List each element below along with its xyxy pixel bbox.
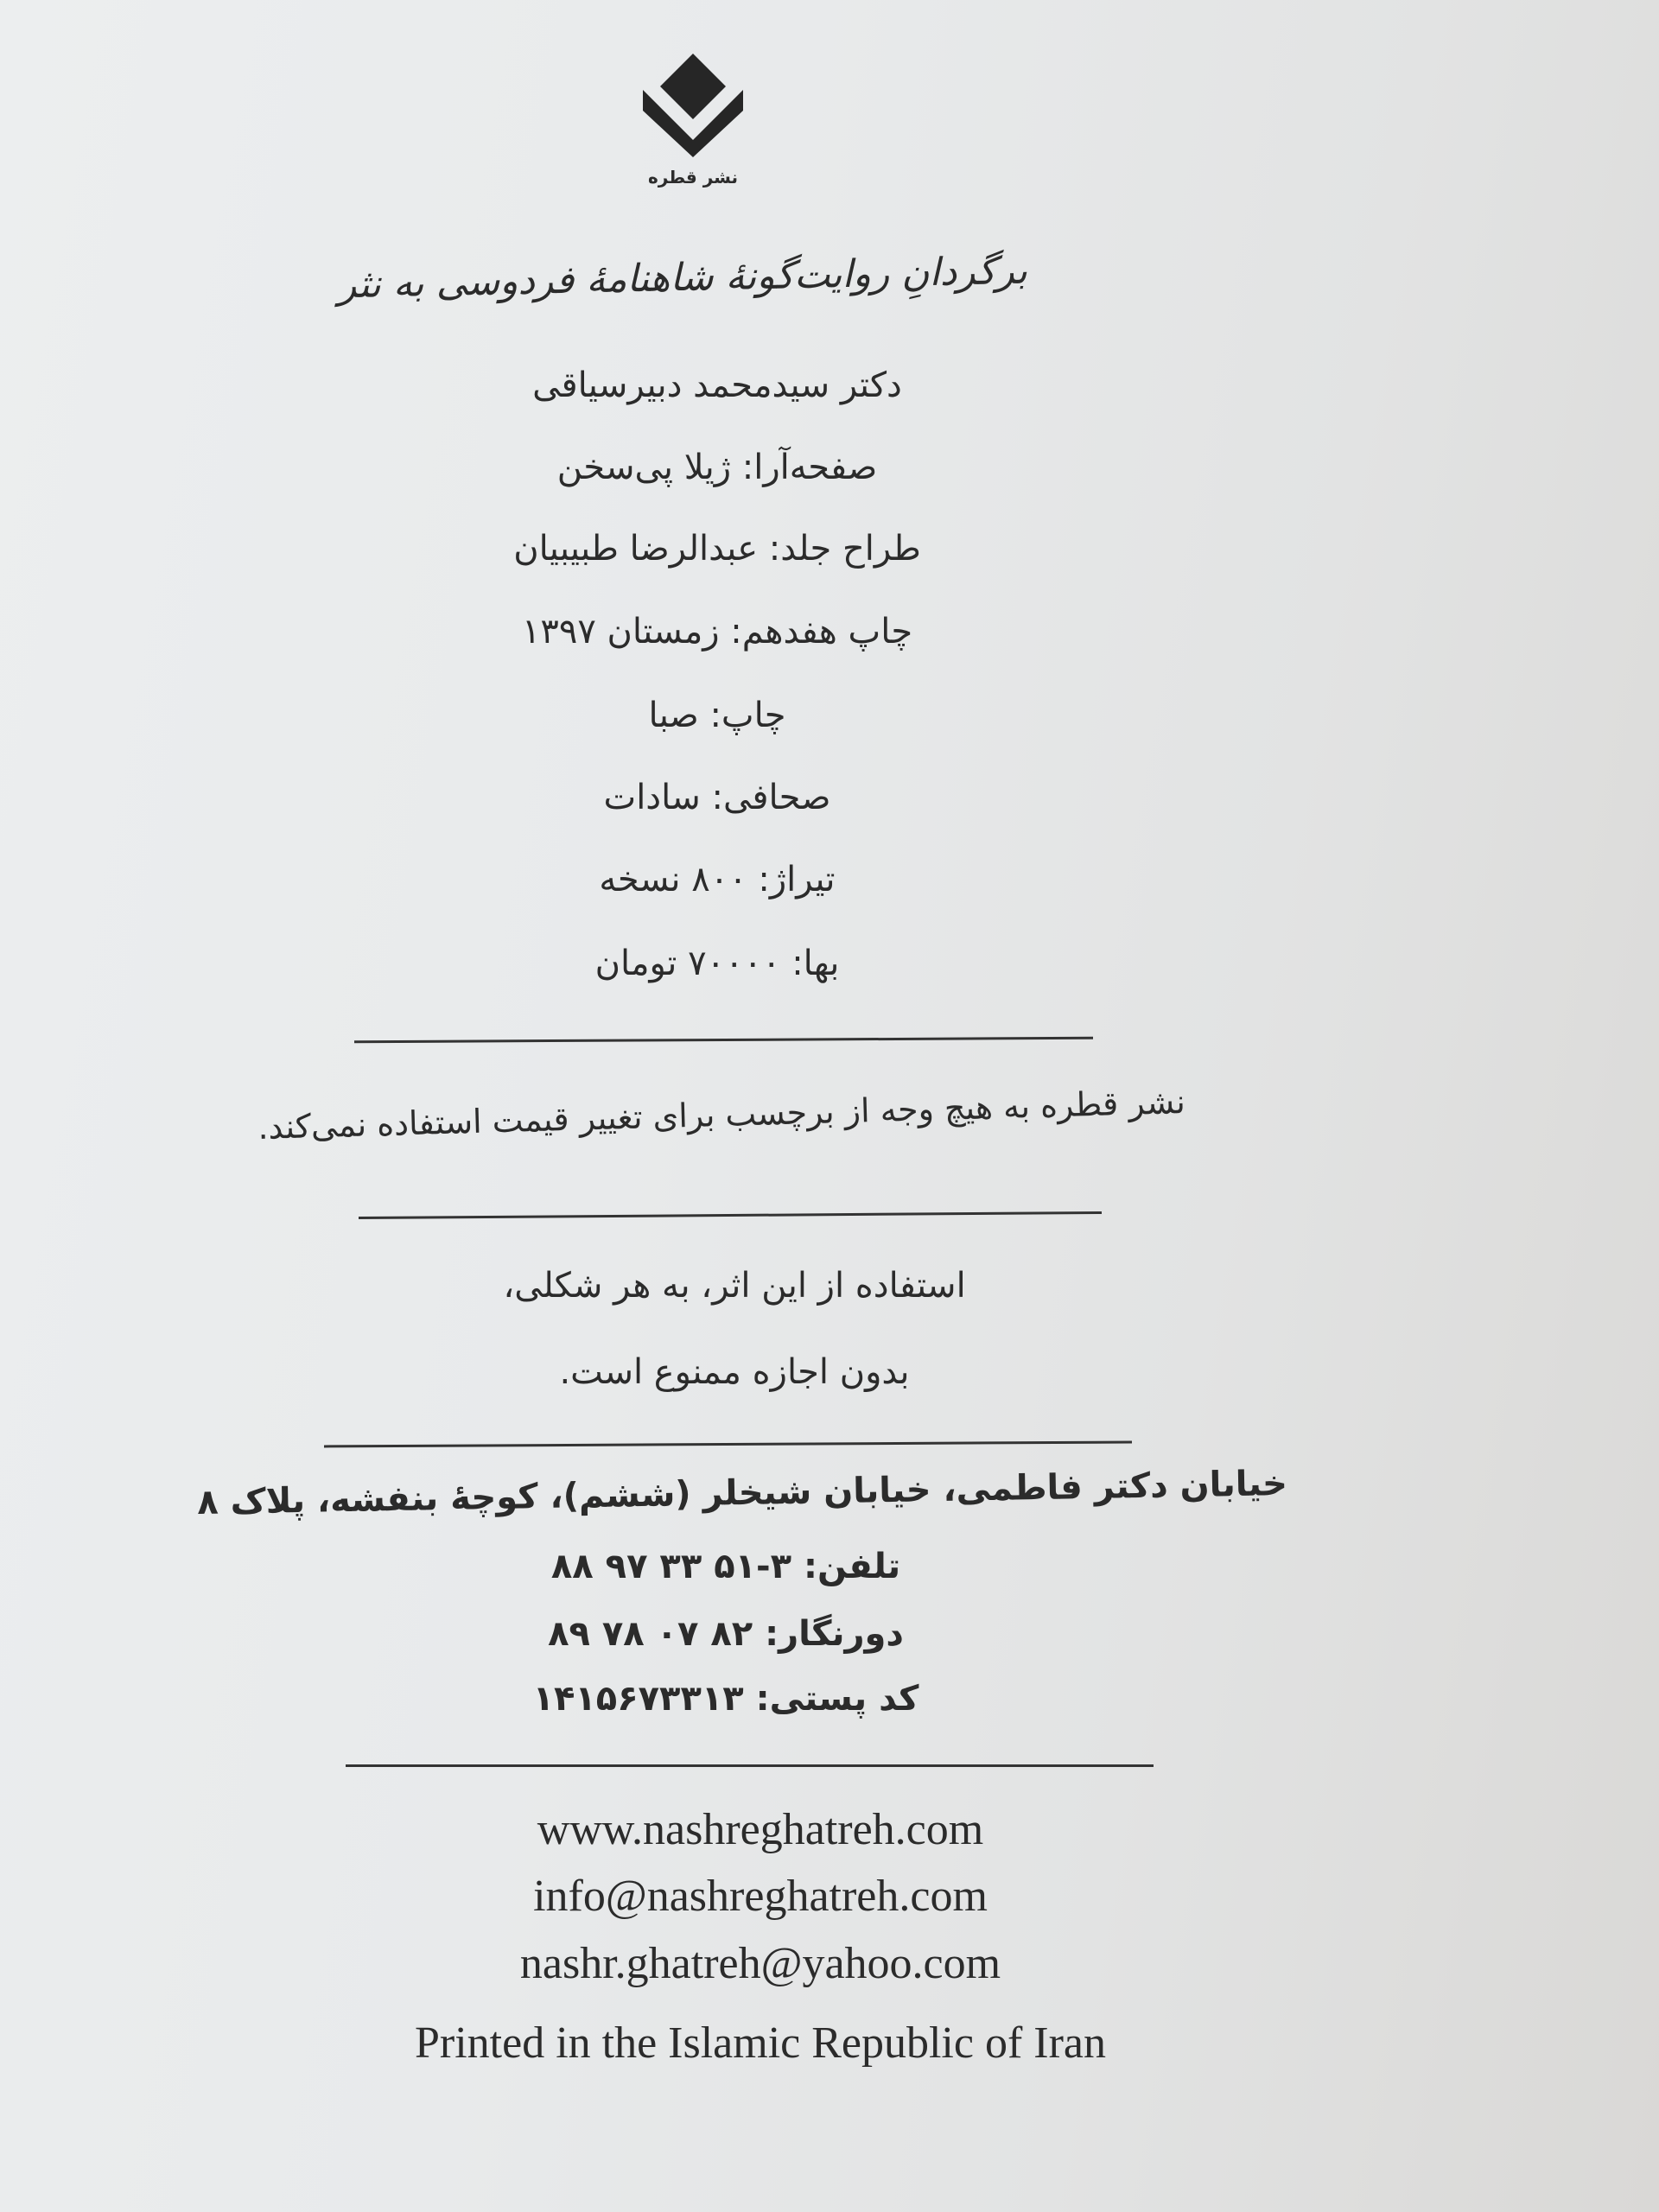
publisher-logo (639, 50, 747, 197)
email-link[interactable]: info@nashreghatreh.com (533, 1872, 988, 1921)
binding-line: صحافی: سادات (603, 778, 831, 817)
email-link-2[interactable]: nashr.ghatreh@yahoo.com (519, 1939, 1001, 1988)
circulation-line: تیراژ: ۸۰۰ نسخه (599, 860, 836, 899)
edition-line: چاپ هفدهم: زمستان ۱۳۹۷ (521, 612, 913, 652)
copyright-line-1: استفاده از این اثر، به هر شکلی، (503, 1266, 966, 1306)
cover-designer-line: طراح جلد: عبدالرضا طبیبیان (513, 529, 921, 569)
layout-designer-line: صفحه‌آرا: ژیلا پی‌سخن (556, 448, 878, 487)
divider (324, 1441, 1132, 1448)
publisher-logo-icon (639, 50, 747, 157)
divider (359, 1211, 1102, 1219)
divider (346, 1764, 1154, 1767)
price-sticker-notice: نشر قطره به هیچ وجه از برچسب برای تغییر قیمت استفاده نمی‌کند. (257, 1083, 1186, 1147)
copyright-line-2: بدون اجازه ممنوع است. (559, 1352, 910, 1392)
price-line: بها: ۷۰۰۰۰ تومان (594, 944, 840, 983)
printing-line: چاپ: صبا (648, 696, 786, 735)
author-line: دکتر سیدمحمد دبیرسیاقی (532, 365, 902, 405)
divider (354, 1037, 1093, 1043)
postal-code-line: کد پستی: ۱۴۱۵۶۷۳۳۱۳ (532, 1679, 919, 1719)
book-title: برگردانِ روایت‌گونهٔ شاهنامهٔ فردوسی به نثر (337, 248, 1028, 308)
address-line: خیابان دکتر فاطمی، خیابان شیخلر (ششم)، کوچهٔ بنفشه، پلاک ۸ (196, 1464, 1288, 1523)
printed-in-line: Printed in the Islamic Republic of Iran (414, 2018, 1106, 2068)
publisher-logo-text: نشر قطره (647, 167, 739, 188)
phone-line: تلفن: ۳-۵۱ ۳۳ ۹۷ ۸۸ (550, 1547, 901, 1586)
website-link[interactable]: www.nashreghatreh.com (537, 1805, 984, 1854)
fax-line: دورنگار: ۸۲ ۰۷ ۷۸ ۸۹ (548, 1614, 904, 1654)
